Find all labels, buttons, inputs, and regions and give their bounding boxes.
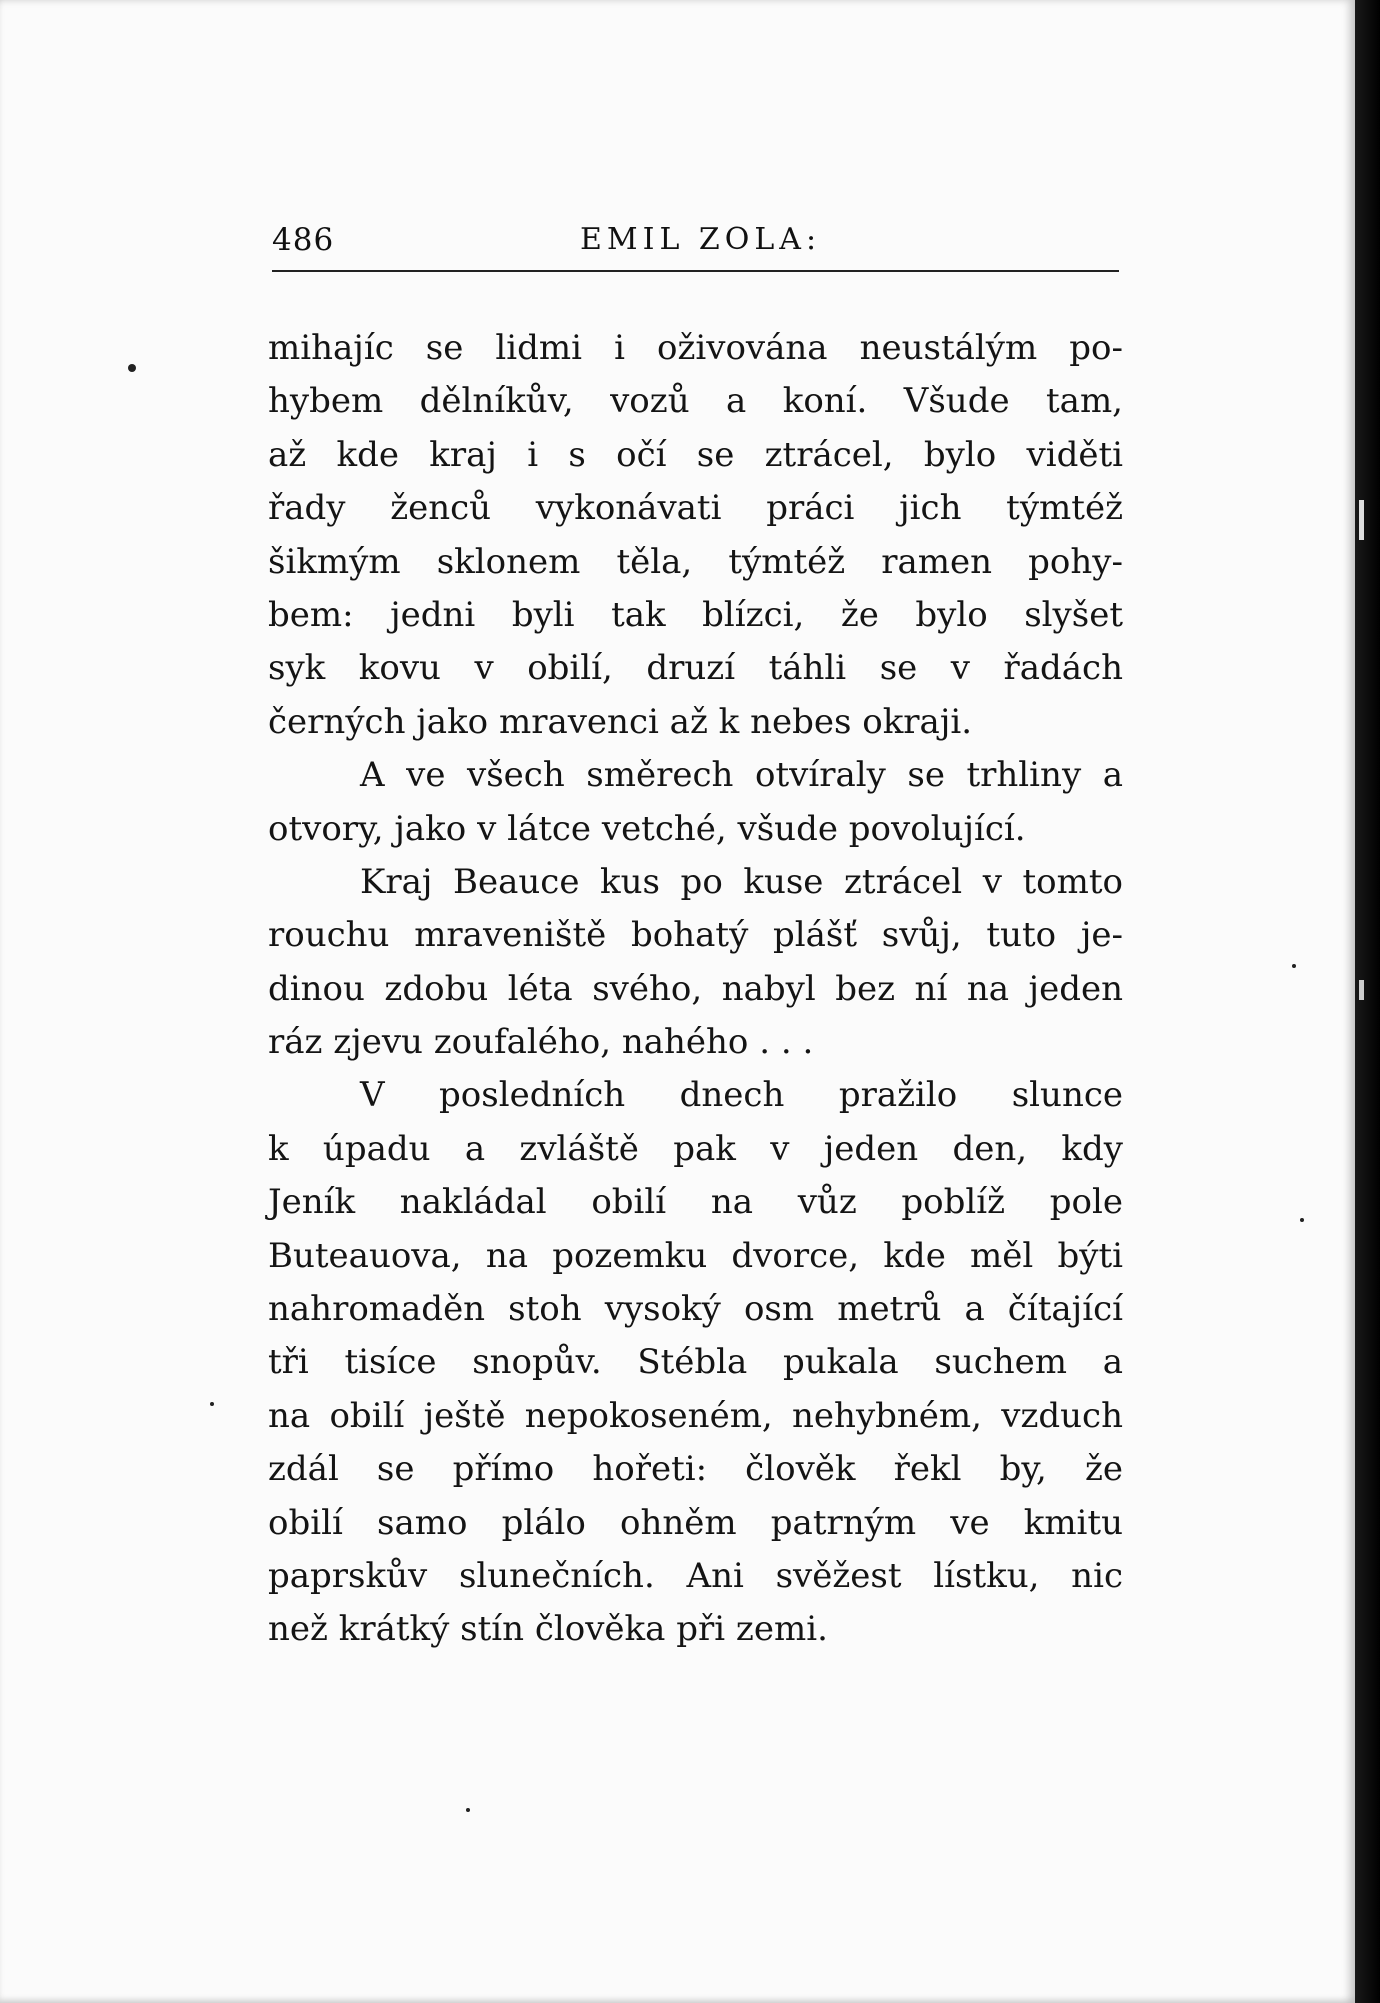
text-line: paprskův slunečních. Ani svěžest lístku, nic [268, 1555, 1123, 1596]
text-line: mihajíc se lidmi i oživována neustálým po- [268, 328, 1123, 368]
text-line: otvory, jako v látce vetché, všude povolující. [268, 808, 1026, 849]
scan-edge-mark [1359, 980, 1364, 1000]
running-header [272, 218, 1119, 268]
ink-speck [1292, 964, 1296, 968]
text-line: syk kovu v obilí, druzí táhli se v řadách [268, 648, 1123, 689]
text-line: až kde kraj i s očí se ztrácel, bylo viděti [268, 434, 1123, 475]
ink-speck [466, 1808, 470, 1812]
text-line: než krátký stín člověka při zemi. [268, 1609, 828, 1650]
text-line: nahromaděn stoh vysoký osm metrů a čítající [268, 1289, 1123, 1330]
running-title: EMIL ZOLA: [580, 222, 822, 257]
ink-speck [1300, 1218, 1304, 1222]
paragraph-start: A ve všech směrech otvíraly se trhliny a [360, 755, 1123, 796]
header-rule [272, 270, 1119, 272]
text-line: zdál se přímo hořeti: člověk řekl by, že [268, 1449, 1123, 1490]
scan-edge [1355, 0, 1380, 2003]
paragraph-start: Kraj Beauce kus po kuse ztrácel v tomto [360, 861, 1123, 902]
paragraph-start: V posledních dnech pražilo slunce [360, 1075, 1123, 1116]
text-line: obilí samo plálo ohněm patrným ve kmitu [268, 1502, 1123, 1543]
text-line: tři tisíce snopův. Stébla pukala suchem a [268, 1342, 1123, 1383]
text-line: řady ženců vykonávati práci jich týmtéž [268, 488, 1123, 529]
text-line: dinou zdobu léta svého, nabyl bez ní na jeden [268, 968, 1123, 1009]
scan-edge-mark [1359, 500, 1364, 540]
text-line: na obilí ještě nepokoseném, nehybném, vzduch [268, 1395, 1123, 1436]
ink-speck [128, 364, 136, 372]
page-number: 486 [272, 222, 335, 258]
text-line: hybem dělníkův, vozů a koní. Všude tam, [268, 381, 1123, 422]
text-line: Jeník nakládal obilí na vůz poblíž pole [268, 1182, 1123, 1223]
text-line: šikmým sklonem těla, týmtéž ramen pohy- [268, 541, 1123, 582]
text-line: bem: jedni byli tak blízci, že bylo slyšet [268, 594, 1123, 635]
text-line: k úpadu a zvláště pak v jeden den, kdy [268, 1128, 1123, 1169]
text-line: Buteauova, na pozemku dvorce, kde měl býti [268, 1235, 1123, 1276]
text-line: ráz zjevu zoufalého, nahého . . . [268, 1022, 814, 1063]
ink-speck [210, 1402, 214, 1406]
body-text [268, 322, 1123, 1657]
text-line: rouchu mraveniště bohatý plášť svůj, tuto je- [268, 915, 1123, 956]
text-line: černých jako mravenci až k nebes okraji. [268, 701, 973, 742]
